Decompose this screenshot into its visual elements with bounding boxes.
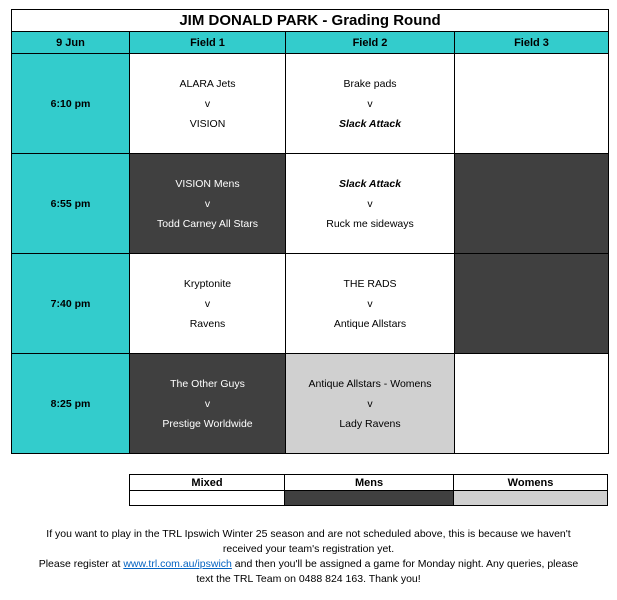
field1-header: Field 1: [130, 32, 286, 54]
legend-mens-label: Mens: [285, 475, 454, 491]
time-slot: 7:40 pm: [12, 254, 130, 354]
table-row: [12, 254, 609, 354]
empty-slot: [455, 54, 609, 154]
home-team: Antique Allstars - Womens: [308, 377, 432, 390]
versus-label: v: [367, 397, 373, 410]
footer-text: Please register at: [38, 558, 124, 570]
match-cell: [286, 254, 455, 354]
schedule-table: [11, 9, 609, 454]
versus-label: v: [204, 197, 211, 210]
legend-womens-swatch: [454, 491, 608, 506]
time-slot: 6:55 pm: [12, 154, 130, 254]
away-team: Prestige Worldwide: [162, 417, 253, 430]
match-cell: [130, 54, 286, 154]
versus-label: v: [204, 397, 211, 410]
legend-mens-swatch: [285, 491, 454, 506]
field2-header: Field 2: [286, 32, 455, 54]
footer-text: and then you'll be assigned a game for Monday night. Any queries, please: [231, 558, 579, 570]
match-cell: [130, 154, 286, 254]
footer-line: text the TRL Team on 0488 824 163. Thank you!: [196, 573, 421, 585]
date-header: 9 Jun: [12, 32, 130, 54]
match-cell: [130, 254, 286, 354]
footer-line: [0, 557, 617, 572]
home-team: VISION Mens: [175, 177, 240, 190]
empty-slot: [455, 354, 609, 454]
page-title: JIM DONALD PARK - Grading Round: [12, 10, 609, 32]
time-slot: 6:10 pm: [12, 54, 130, 154]
table-row: [12, 354, 609, 454]
table-row: [12, 54, 609, 154]
registration-link[interactable]: www.trl.com.au/ipswich: [123, 558, 232, 570]
away-team: VISION: [189, 117, 226, 130]
away-team: Slack Attack: [338, 117, 402, 130]
match-cell: [286, 354, 455, 454]
versus-label: v: [367, 197, 373, 210]
home-team: Kryptonite: [183, 277, 232, 290]
footer-line: received your team's registration yet.: [222, 543, 395, 555]
home-team: THE RADS: [343, 277, 397, 290]
versus-label: v: [367, 297, 373, 310]
home-team: Slack Attack: [338, 177, 402, 190]
versus-label: v: [204, 297, 211, 310]
legend-womens-label: Womens: [454, 475, 608, 491]
home-team: ALARA Jets: [179, 77, 236, 90]
versus-label: v: [367, 97, 373, 110]
home-team: Brake pads: [343, 77, 397, 90]
footer-line: If you want to play in the TRL Ipswich Winter 25 season and are not scheduled above, this is because we haven't: [46, 528, 571, 540]
away-team: Todd Carney All Stars: [157, 217, 258, 230]
versus-label: v: [204, 97, 211, 110]
match-cell: [130, 354, 286, 454]
home-team: The Other Guys: [170, 377, 245, 390]
away-team: Ruck me sideways: [326, 217, 414, 230]
away-team: Lady Ravens: [339, 417, 401, 430]
legend-mixed-label: Mixed: [130, 475, 285, 491]
field3-header: Field 3: [455, 32, 609, 54]
legend-table: [129, 474, 608, 506]
match-cell: [286, 154, 455, 254]
legend-mixed-swatch: [130, 491, 285, 506]
empty-slot: [455, 254, 609, 354]
away-team: Ravens: [189, 317, 226, 330]
footer-note: [0, 527, 617, 587]
empty-slot: [455, 154, 609, 254]
away-team: Antique Allstars: [333, 317, 407, 330]
match-cell: [286, 54, 455, 154]
time-slot: 8:25 pm: [12, 354, 130, 454]
table-row: [12, 154, 609, 254]
